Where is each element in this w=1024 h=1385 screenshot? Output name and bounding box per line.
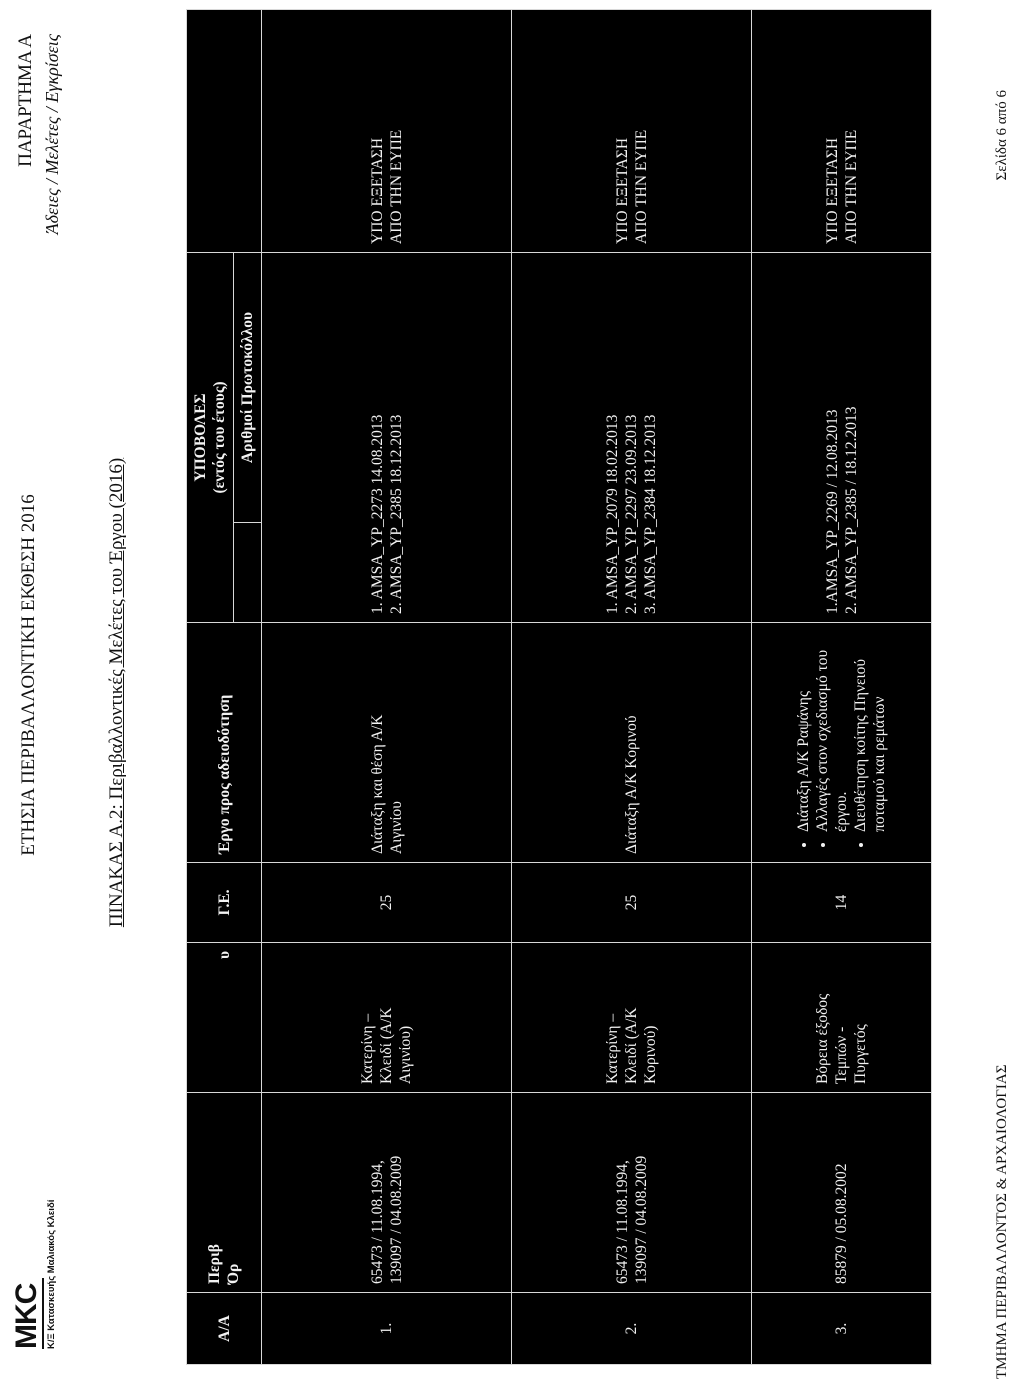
table-row [262,9,512,1364]
cell-aa: 1. [262,1293,512,1365]
tmima-line: Κατερίνη – [604,1013,621,1084]
annex-heading [12,34,66,234]
cell-tmima [512,943,752,1093]
cell-tmima [752,943,932,1093]
cell-protocols [752,252,932,622]
cell-perib [752,1093,932,1293]
document-title: ΕΤΗΣΙΑ ΠΕΡΙΒΑΛΛΟΝΤΙΚΗ ΕΚΘΕΣΗ 2016 [18,494,39,856]
protocol-line: 2. AMSA_YP_2385 / 18.12.2013 [842,406,860,614]
logo-subtitle: Κ/Ξ Κατασκευής Μαλιακός Κλειδί [46,1199,57,1349]
header-ergo: Έργο προς αδειοδότηση [187,623,262,863]
header-perib-line1: Περιβ [206,1244,223,1284]
tmima-line: Τεμπών - [833,1026,850,1084]
cell-tmima [262,943,512,1093]
header-perib [187,1093,262,1293]
status-line: ΥΠΟ ΕΞΕΤΑΣΗ [823,137,841,244]
protocol-line: 2. AMSA_YP_2297 23.09.2013 [623,414,640,614]
table-row [512,9,752,1364]
cell-ge: 25 [262,863,512,943]
cell-ge: 25 [512,863,752,943]
table-title: ΠΙΝΑΚΑΣ Α.2: Περιβαλλοντικές Μελέτες του Έργου (2016) [106,457,127,928]
protocol-line: 1. AMSA_YP_2079 18.02.2013 [604,414,621,614]
perib-line: 65473 / 11.08.1994, [368,1160,386,1284]
cell-ergo [262,623,512,863]
company-logo [12,1200,57,1349]
page-number: Σελίδα 6 από 6 [994,90,1010,181]
ergo-bullet-list [794,631,889,854]
protocol-line: 1. AMSA_YP_2273 14.08.2013 [368,414,386,614]
status-line: ΥΠΟ ΕΞΕΤΑΣΗ [613,137,631,244]
studies-table [186,9,932,1365]
header-ypovoles [187,252,234,622]
logo-mark: MKC [12,1278,44,1349]
header-perib-line2: Όρ [225,1263,242,1284]
subheader-blank [234,523,262,623]
status-line: ΑΠΟ ΤΗΝ ΕΥΠΕ [632,129,650,244]
cell-aa: 2. [512,1293,752,1365]
header-ypovoles-line2: (εντός του έτους) [211,381,228,494]
table-row [752,9,932,1364]
cell-ge: 14 [752,863,932,943]
tmima-line: Αιγινίου) [397,1025,414,1084]
status-line: ΑΠΟ ΤΗΝ ΕΥΠΕ [842,129,860,244]
ergo-bullet: • Διευθέτηση κοίτης Πηνειού ποταμού και ρεμάτων [851,631,889,832]
footer-department: ΤΜΗΜΑ ΠΕΡΙΒΑΛΛΟΝΤΟΣ & ΑΡΧΑΙΟΛΟΓΙΑΣ [994,1064,1010,1379]
header-ge: Γ.Ε. [187,863,262,943]
header-ypovoles-line1: ΥΠΟΒΟΛΕΣ [192,393,209,482]
cell-status [262,9,512,252]
ergo-line: Αιγινίου [387,801,405,854]
header-tmima: υ [187,943,262,1093]
cell-ergo [752,623,932,863]
tmima-line: Κατερίνη – [359,1013,376,1084]
cell-protocols [512,252,752,622]
cell-status [512,9,752,252]
header-status [187,9,262,252]
cell-aa: 3. [752,1293,932,1365]
cell-perib [262,1093,512,1293]
tmima-line: Κλειδί (Α/Κ [623,1007,640,1084]
status-line: ΑΠΟ ΤΗΝ ΕΥΠΕ [387,129,405,244]
tmima-line: Πυργετός [852,1024,869,1084]
header-row [187,9,234,1364]
cell-ergo [512,623,752,863]
annex-label: ΠΑΡΑΡΤΗΜΑ Α [15,34,36,167]
ergo-line: Διάταξη Α/Κ Κορινού [623,715,640,854]
perib-line: 139097 / 04.08.2009 [387,1155,405,1284]
cell-perib [512,1093,752,1293]
ergo-bullet: • Διάταξη Α/Κ Ραψάνης [794,631,813,832]
perib-line: 85879 / 05.08.2002 [833,1163,850,1284]
header-arithmoi: Αριθμοί Πρωτοκόλλου [234,252,262,522]
header-aa: Α/Α [187,1293,262,1365]
cell-status [752,9,932,252]
annex-subtitle: Άδειες / Μελέτες / Εγκρίσεις [42,34,62,235]
tmima-line: Βόρεια έξοδος [814,993,831,1084]
protocol-line: 3. AMSA_YP_2384 18.12.2013 [642,414,659,614]
ergo-line: Διάταξη και θέση Α/Κ [368,714,386,854]
status-line: ΥΠΟ ΕΞΕΤΑΣΗ [368,137,386,244]
tmima-line: Κλειδί (Α/Κ [378,1007,395,1084]
perib-line: 139097 / 04.08.2009 [632,1155,650,1284]
cell-protocols [262,252,512,622]
tmima-line: Κορινού) [642,1025,659,1084]
protocol-line: 2. AMSA_YP_2385 18.12.2013 [387,414,405,614]
ergo-bullet: • Αλλαγές στον σχεδιασμό του έργου. [813,631,851,832]
perib-line: 65473 / 11.08.1994, [613,1160,631,1284]
protocol-line: 1.AMSA_YP_2269 / 12.08.2013 [823,409,841,614]
